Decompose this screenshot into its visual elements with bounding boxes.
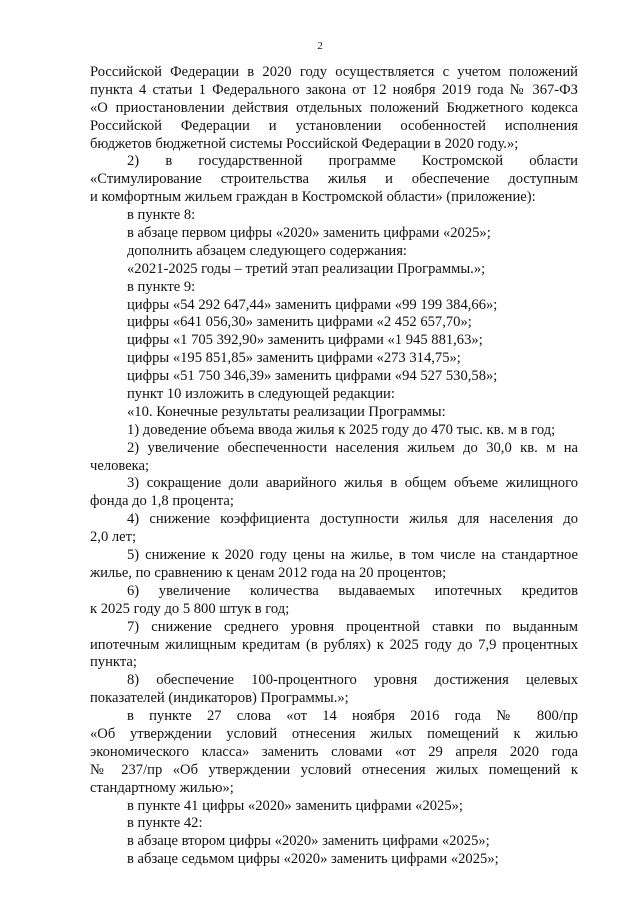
text-line: 5) снижение к 2020 году цены на жилье, в том числе на стандартное xyxy=(127,547,578,564)
text-line: в абзаце седьмом цифры «2020» заменить цифрами «2025»; xyxy=(127,851,499,868)
text-line: цифры «54 292 647,44» заменить цифрами «99 199 384,66»; xyxy=(127,296,498,313)
text-line: пункта; xyxy=(90,654,137,671)
text-line: цифры «641 056,30» заменить цифрами «2 452 657,70»; xyxy=(127,314,472,331)
text-line: 3) сокращение доли аварийного жилья в общем объеме жилищного xyxy=(127,475,578,492)
text-line: дополнить абзацем следующего содержания: xyxy=(127,242,407,259)
document-body xyxy=(90,64,578,869)
text-line: фонда до 1,8 процента; xyxy=(90,493,234,510)
page-number: 2 xyxy=(317,40,323,52)
text-line: в пункте 27 слова «от 14 ноября 2016 года № 800/пр xyxy=(127,708,578,725)
text-line: № 237/пр «Об утверждении условий отнесения жилых помещений к xyxy=(90,761,578,778)
text-line: в пункте 9: xyxy=(127,278,196,295)
text-line: «10. Конечные результаты реализации Программы: xyxy=(127,403,446,420)
text-line: «О приостановлении действия отдельных положений Бюджетного кодекса xyxy=(90,99,578,116)
text-line: 1) доведение объема ввода жилья к 2025 году до 470 тыс. кв. м в год; xyxy=(127,421,556,438)
text-line: жилье, по сравнению к ценам 2012 года на 20 процентов; xyxy=(90,564,447,581)
text-line: 6) увеличение количества выдаваемых ипотечных кредитов xyxy=(127,582,578,599)
text-line: показателей (индикаторов) Программы.»; xyxy=(90,690,349,707)
text-line: цифры «195 851,85» заменить цифрами «273 314,75»; xyxy=(127,350,461,367)
text-line: «Об утверждении условий отнесения жилых помещений к жилью xyxy=(90,725,578,742)
text-line: ипотечным жилищным кредитам (в рублях) к 2025 году до 7,9 процентных xyxy=(90,636,578,653)
text-line: экономического класса» заменить словами «от 29 апреля 2020 года xyxy=(90,743,578,760)
text-line: 4) снижение коэффициента доступности жилья для населения до xyxy=(127,511,578,528)
text-line: в абзаце первом цифры «2020» заменить цифрами «2025»; xyxy=(127,225,491,242)
text-line: в пункте 41 цифры «2020» заменить цифрами «2025»; xyxy=(127,797,463,814)
text-line: Российской Федерации и установлении особенностей исполнения xyxy=(90,117,578,134)
text-line: «2021-2025 годы – третий этап реализации Программы.»; xyxy=(127,260,486,277)
text-line: и комфортным жильем граждан в Костромской области» (приложение): xyxy=(90,189,536,206)
text-line: к 2025 году до 5 800 штук в год; xyxy=(90,600,290,617)
text-line: цифры «1 705 392,90» заменить цифрами «1 945 881,63»; xyxy=(127,332,483,349)
text-line: 2) в государственной программе Костромской области xyxy=(127,153,578,170)
text-line: 7) снижение среднего уровня процентной ставки по выданным xyxy=(127,618,578,635)
text-line: человека; xyxy=(90,457,150,474)
text-line: в абзаце втором цифры «2020» заменить цифрами «2025»; xyxy=(127,833,490,850)
text-line: Российской Федерации в 2020 году осуществляется с учетом положений xyxy=(90,64,578,80)
text-line: стандартному жилью»; xyxy=(90,779,234,796)
text-line: бюджетов бюджетной системы Российской Федерации в 2020 году.»; xyxy=(90,135,519,152)
text-line: в пункте 42: xyxy=(127,815,203,832)
text-line: 2,0 лет; xyxy=(90,529,137,546)
text-line: пункт 10 изложить в следующей редакции: xyxy=(127,386,395,403)
text-line: «Стимулирование строительства жилья и обеспечение доступным xyxy=(90,171,578,188)
text-line: цифры «51 750 346,39» заменить цифрами «94 527 530,58»; xyxy=(127,368,498,385)
text-line: 8) обеспечение 100-процентного уровня достижения целевых xyxy=(127,672,578,689)
text-line: 2) увеличение обеспеченности населения жильем до 30,0 кв. м на xyxy=(127,439,578,456)
text-line: пункта 4 статьи 1 Федерального закона от 12 ноября 2019 года № 367-ФЗ xyxy=(90,81,578,98)
text-line: в пункте 8: xyxy=(127,207,196,224)
